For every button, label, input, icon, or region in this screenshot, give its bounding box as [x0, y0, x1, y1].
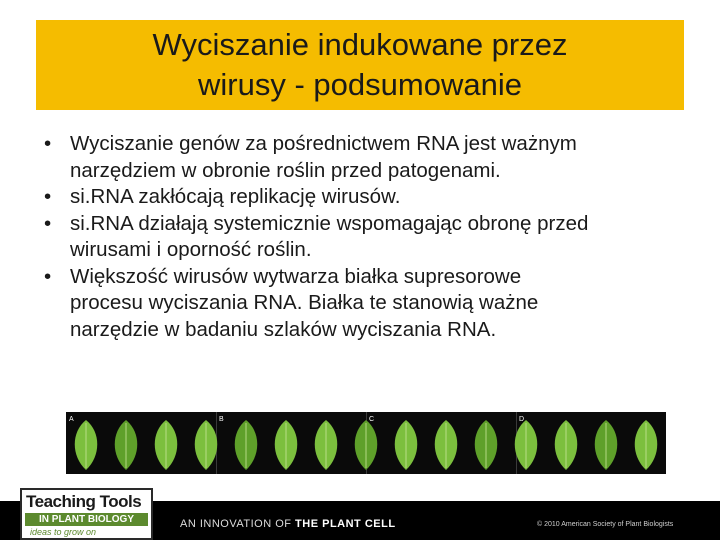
bullet-line: narzędzie w badaniu szlaków wyciszania RNA. — [70, 317, 497, 341]
leaf-icon — [195, 420, 218, 470]
leaf-icon — [595, 420, 618, 470]
leaf-icon — [75, 420, 98, 470]
leaf-icon — [515, 420, 538, 470]
leaf-icon — [635, 420, 658, 470]
bullet-marker: • — [44, 185, 52, 208]
teaching-tools-logo — [20, 488, 153, 540]
leaf-icon — [555, 420, 578, 470]
leaf-icon — [395, 420, 418, 470]
copyright-text: © 2010 American Society of Plant Biologists — [537, 521, 674, 528]
innovation-prefix: AN INNOVATION OF — [180, 518, 296, 530]
slide-title-line-1: Wyciszanie indukowane przez — [152, 27, 568, 62]
slide-title — [36, 20, 684, 110]
bullet-item — [44, 184, 694, 211]
bullet-marker: • — [44, 264, 52, 288]
logo-tagline: ideas to grow on — [30, 527, 97, 537]
bullet-marker: • — [44, 211, 52, 235]
bullet-list — [44, 131, 694, 343]
bullet-line: narzędziem w obronie roślin przed patogenami. — [70, 158, 501, 182]
bullet-marker: • — [44, 132, 52, 155]
panel-letter: B — [219, 416, 224, 423]
innovation-text — [180, 518, 396, 530]
bullet-item — [44, 211, 694, 264]
bullet-item — [44, 131, 694, 184]
leaf-icon — [475, 420, 498, 470]
leaf-icon — [115, 420, 138, 470]
leaf-photo-figure — [66, 412, 666, 474]
innovation-brand: THE PLANT CELL — [295, 518, 396, 530]
slide-title-line-2: wirusy - podsumowanie — [198, 67, 522, 102]
leaf-icon — [435, 420, 458, 470]
bullet-item — [44, 264, 694, 344]
leaf-icon — [235, 420, 258, 470]
logo-title: Teaching Tools — [26, 492, 142, 511]
bullet-line: si.RNA zakłócają replikację wirusów. — [70, 185, 401, 208]
panel-letter: A — [69, 416, 74, 423]
logo-subtitle: IN PLANT BIOLOGY — [25, 513, 148, 526]
leaf-row — [66, 412, 666, 474]
leaf-icon — [355, 420, 378, 470]
bullet-line: Większość wirusów wytwarza białka supresorowe — [70, 264, 522, 288]
bullet-line: Wyciszanie genów za pośrednictwem RNA jest ważnym — [70, 132, 577, 155]
panel-letter: D — [519, 416, 525, 423]
bullet-line: procesu wyciszania RNA. Białka te stanowią ważne — [70, 291, 539, 314]
leaf-icon — [155, 420, 178, 470]
bullet-line: wirusami i oporność roślin. — [70, 238, 312, 261]
bullet-line: si.RNA działają systemicznie wspomagając obronę przed — [70, 211, 589, 235]
leaf-icon — [275, 420, 298, 470]
panel-letter: C — [369, 416, 375, 423]
leaf-icon — [315, 420, 338, 470]
